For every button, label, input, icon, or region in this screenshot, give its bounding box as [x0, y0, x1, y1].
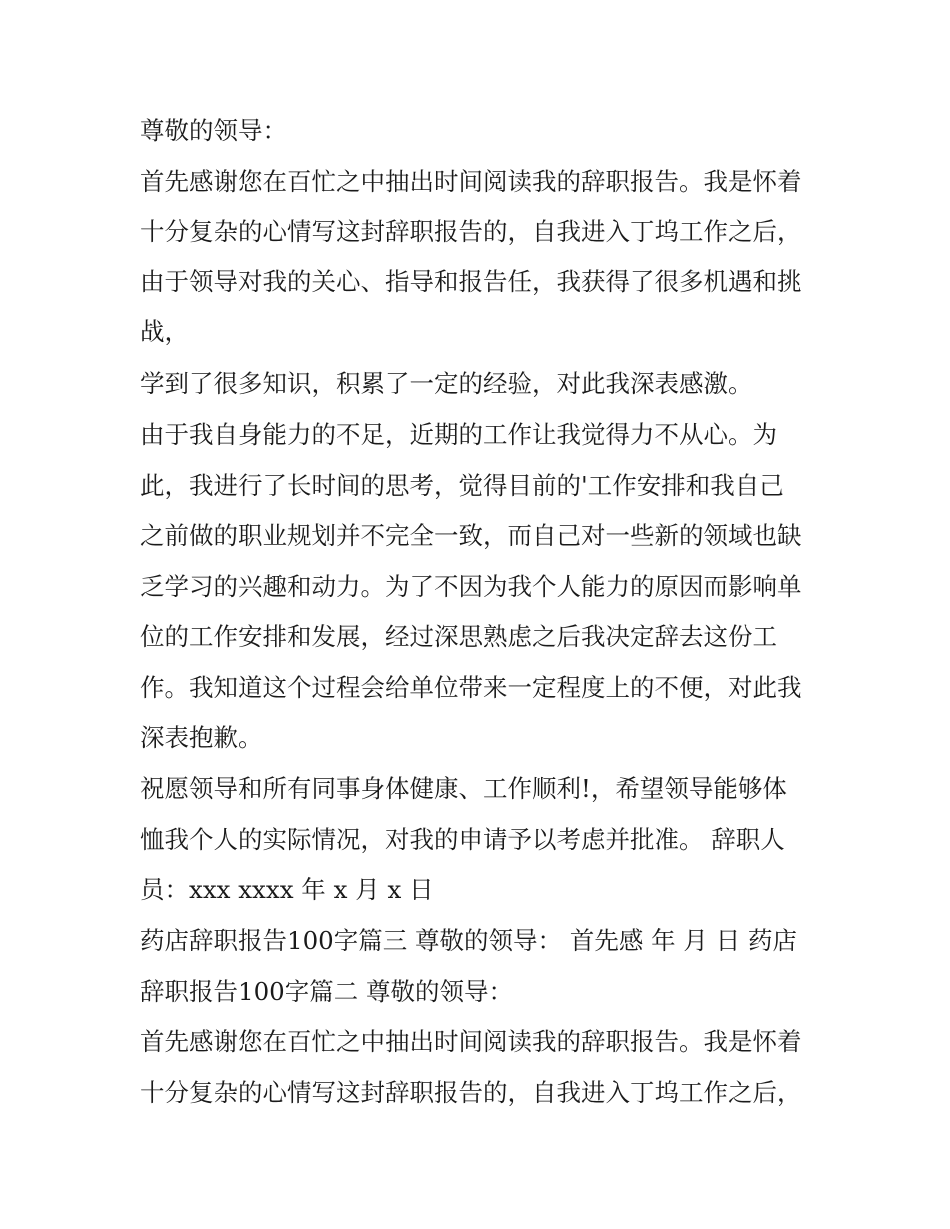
- text-line: 祝愿领导和所有同事身体健康、工作顺利!，希望领导能够体: [140, 774, 787, 803]
- text-line: 十分复杂的心情写这封辞职报告的，自我进入丁坞工作之后，: [140, 217, 802, 246]
- text-line: 乏学习的兴趣和动力。为了不因为我个人能力的原因而影响单: [140, 572, 802, 601]
- text-line: 位的工作安排和发展，经过深思熟虑之后我决定辞去这份工: [140, 622, 777, 651]
- signature-line: 员：xxx xxxx 年 x 月 x 日: [140, 875, 434, 904]
- text-line: 辞职报告100字篇二 尊敬的领导：: [140, 977, 514, 1006]
- text-line: 由于我自身能力的不足，近期的工作让我觉得力不从心。为: [140, 420, 777, 449]
- text-line: 恤我个人的实际情况，对我的申请予以考虑并批准。 辞职人: [140, 825, 785, 854]
- text-line: 此，我进行了长时间的思考，觉得目前的'工作安排和我自己: [140, 471, 784, 500]
- text-line: 首先感谢您在百忙之中抽出时间阅读我的辞职报告。我是怀着: [140, 167, 802, 196]
- text-line: 学到了很多知识，积累了一定的经验，对此我深表感激。: [140, 369, 753, 398]
- text-line: 作。我知道这个过程会给单位带来一定程度上的不便，对此我: [140, 673, 802, 702]
- text-line: 由于领导对我的关心、指导和报告任，我获得了很多机遇和挑: [140, 267, 802, 296]
- text-line: 药店辞职报告100字篇三 尊敬的领导： 首先感 年 月 日 药店: [140, 926, 797, 955]
- text-line: 之前做的职业规划并不完全一致，而自己对一些新的领域也缺: [140, 521, 802, 550]
- text-line: 深表抱歉。: [140, 723, 263, 752]
- text-line: 战，: [140, 317, 189, 346]
- salutation-line: 尊敬的领导：: [140, 116, 287, 145]
- text-line: 十分复杂的心情写这封辞职报告的，自我进入丁坞工作之后，: [140, 1078, 802, 1107]
- text-line: 首先感谢您在百忙之中抽出时间阅读我的辞职报告。我是怀着: [140, 1027, 802, 1056]
